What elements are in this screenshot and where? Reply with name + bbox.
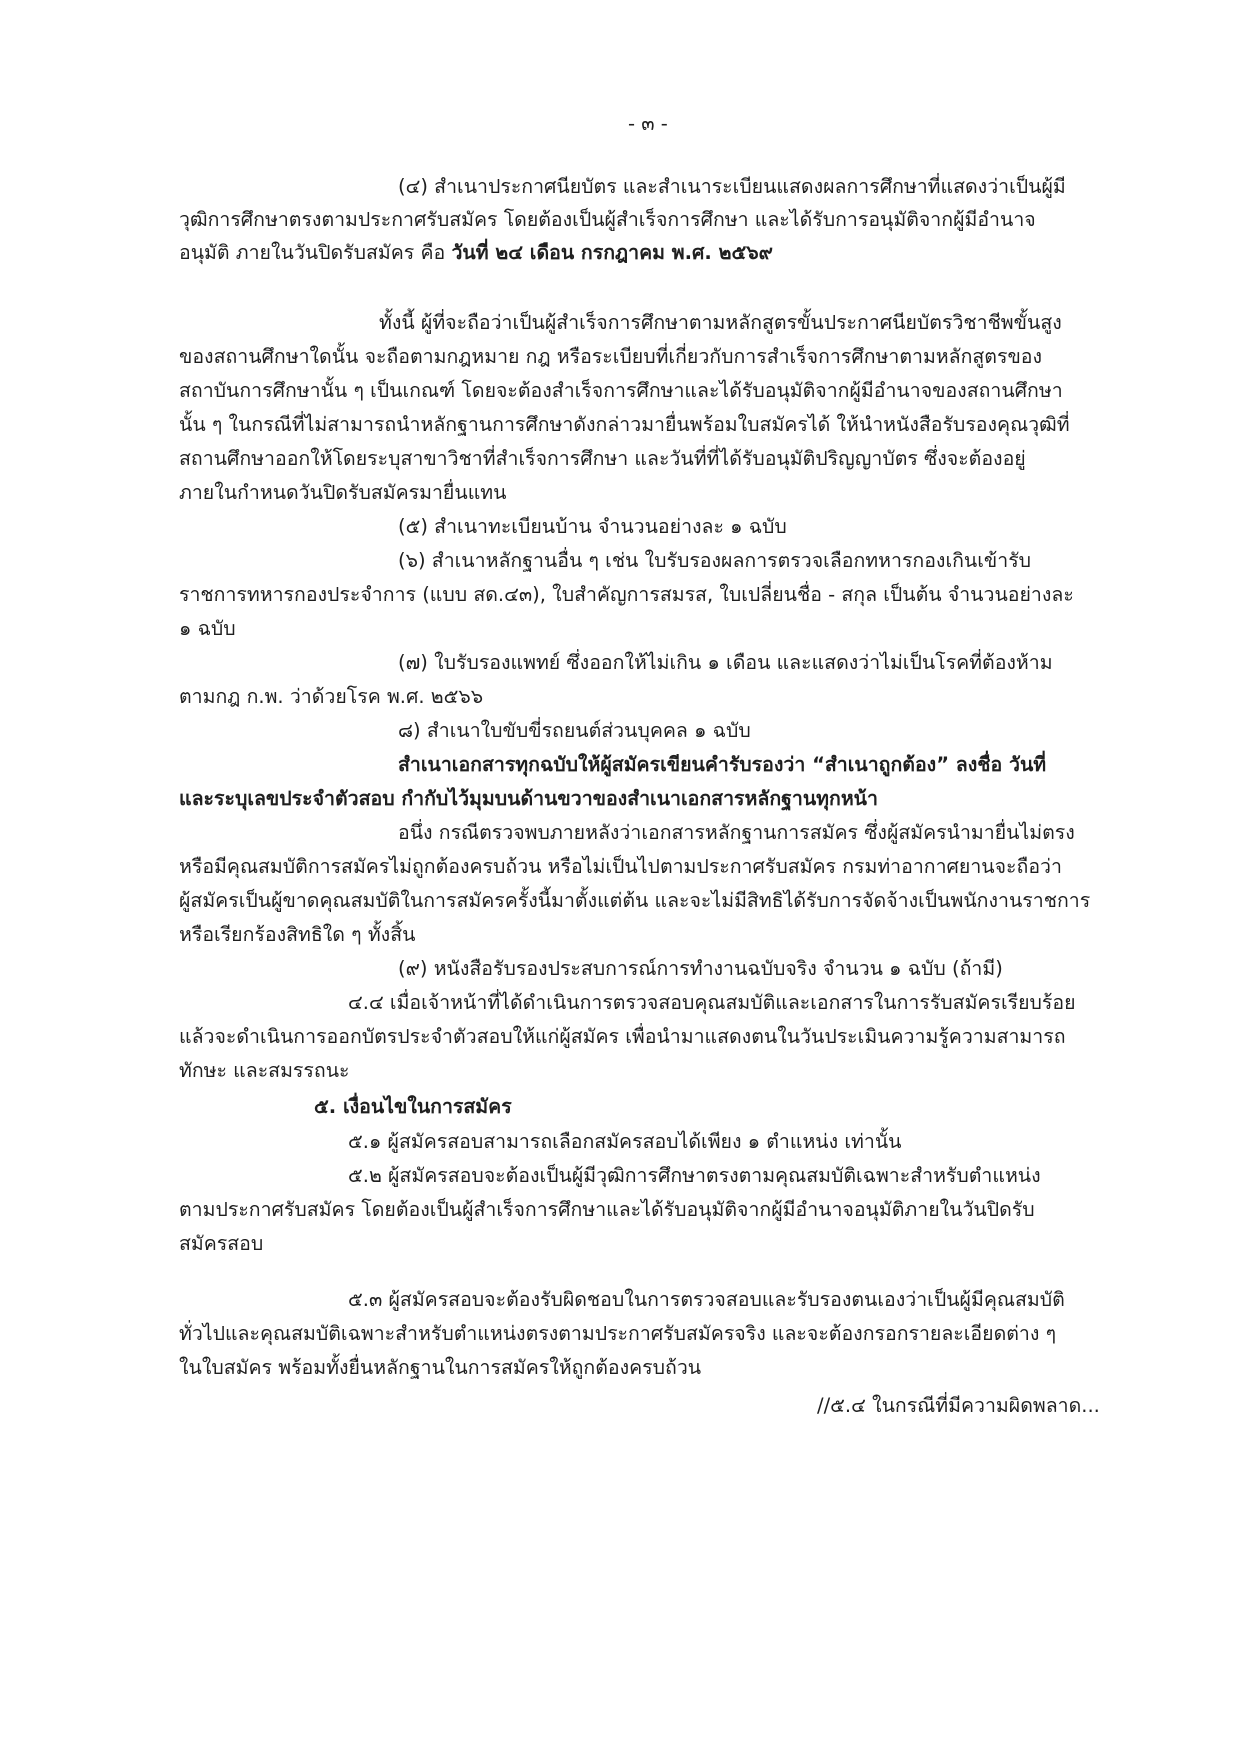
item7-line1: (๗) ใบรับรองแพทย์ ซึ่งออกให้ไม่เกิน ๑ เดือน และแสดงว่าไม่เป็นโรคที่ต้องห้าม	[398, 651, 1053, 674]
s44-line1: ๔.๔ เมื่อเจ้าหน้าที่ได้ดำเนินการตรวจสอบคุณสมบัติและเอกสารในการรับสมัครเรียบร้อย	[348, 991, 1076, 1014]
also-line4: หรือเรียกร้องสิทธิใด ๆ ทั้งสิ้น	[179, 923, 416, 946]
item6-line3: ๑ ฉบับ	[179, 617, 236, 640]
item6-line1: (๖) สำเนาหลักฐานอื่น ๆ เช่น ใบรับรองผลการตรวจเลือกทหารกองเกินเข้ารับ	[398, 549, 1032, 572]
item4-line3	[179, 240, 773, 266]
s53-line2: ทั่วไปและคุณสมบัติเฉพาะสำหรับตำแหน่งตรงตามประกาศรับสมัครจริง และจะต้องกรอกรายละเอียดต่าง ๆ	[179, 1322, 1057, 1345]
page-number: - ๓ -	[628, 112, 668, 135]
s44-line3: ทักษะ และสมรรถนะ	[179, 1059, 350, 1082]
s51-line: ๕.๑ ผู้สมัครสอบสามารถเลือกสมัครสอบได้เพียง ๑ ตำแหน่ง เท่านั้น	[348, 1130, 902, 1153]
application-deadline: วันที่ ๒๔ เดือน กรกฎาคม พ.ศ. ๒๕๖๙	[451, 241, 773, 264]
note-line6: ภายในกำหนดวันปิดรับสมัครมายื่นแทน	[179, 481, 507, 504]
item6-line2: ราชการทหารกองประจำการ (แบบ สด.๔๓), ใบสำคัญการสมรส, ใบเปลี่ยนชื่อ - สกุล เป็นต้น จำนวนอย่างละ	[179, 583, 1074, 606]
s53-line1: ๕.๓ ผู้สมัครสอบจะต้องรับผิดชอบในการตรวจสอบและรับรองตนเองว่าเป็นผู้มีคุณสมบัติ	[348, 1288, 1065, 1311]
also-line2: หรือมีคุณสมบัติการสมัครไม่ถูกต้องครบถ้วน หรือไม่เป็นไปตามประกาศรับสมัคร กรมท่าอากาศยานจะถือว่า	[179, 855, 1062, 878]
item9-line: (๙) หนังสือรับรองประสบการณ์การทำงานฉบับจริง จำนวน ๑ ฉบับ (ถ้ามี)	[398, 957, 1003, 980]
note-line4: นั้น ๆ ในกรณีที่ไม่สามารถนำหลักฐานการศึกษาดังกล่าวมายื่นพร้อมใบสมัครได้ ให้นำหนังสือรับรองคุณวุฒิที่	[179, 413, 1070, 436]
s52-line3: สมัครสอบ	[179, 1232, 264, 1255]
certify-line2: และระบุเลขประจำตัวสอบ กำกับไว้มุมบนด้านขวาของสำเนาเอกสารหลักฐานทุกหน้า	[179, 787, 878, 810]
s44-line2: แล้วจะดำเนินการออกบัตรประจำตัวสอบให้แก่ผู้สมัคร เพื่อนำมาแสดงตนในวันประเมินความรู้ความสามารถ	[179, 1025, 1066, 1048]
section5-heading: ๕. เงื่อนไขในการสมัคร	[314, 1095, 512, 1118]
also-line3: ผู้สมัครเป็นผู้ขาดคุณสมบัติในการสมัครครั้งนี้มาตั้งแต่ต้น และจะไม่มีสิทธิได้รับการจัดจ้างเป็นพนักงานราชการ	[179, 889, 1091, 912]
item7-line2: ตามกฎ ก.พ. ว่าด้วยโรค พ.ศ. ๒๕๖๖	[179, 685, 484, 708]
certify-line1: สำเนาเอกสารทุกฉบับให้ผู้สมัครเขียนคำรับรองว่า “สำเนาถูกต้อง” ลงชื่อ วันที่	[398, 753, 1047, 776]
s52-line1: ๕.๒ ผู้สมัครสอบจะต้องเป็นผู้มีวุฒิการศึกษาตรงตามคุณสมบัติเฉพาะสำหรับตำแหน่ง	[348, 1164, 1041, 1187]
note-line5: สถานศึกษาออกให้โดยระบุสาขาวิชาที่สำเร็จการศึกษา และวันที่ที่ได้รับอนุมัติปริญญาบัตร ซึ่งจะต้องอยู่	[179, 447, 1026, 470]
also-line1: อนึ่ง กรณีตรวจพบภายหลังว่าเอกสารหลักฐานการสมัคร ซึ่งผู้สมัครนำมายื่นไม่ตรง	[398, 821, 1075, 844]
item4-line1: (๔) สำเนาประกาศนียบัตร และสำเนาระเบียนแสดงผลการศึกษาที่แสดงว่าเป็นผู้มี	[398, 175, 1066, 198]
item4-line2: วุฒิการศึกษาตรงตามประกาศรับสมัคร โดยต้องเป็นผู้สำเร็จการศึกษา และได้รับการอนุมัติจากผู้มีอำนาจ	[179, 208, 1036, 231]
item8-line: ๘) สำเนาใบขับขี่รถยนต์ส่วนบุคคล ๑ ฉบับ	[398, 719, 751, 742]
item4-line3-text: อนุมัติ ภายในวันปิดรับสมัคร คือ	[179, 241, 446, 264]
continued-marker: //๕.๔ ในกรณีที่มีความผิดพลาด...	[817, 1394, 1100, 1417]
item5-line: (๕) สำเนาทะเบียนบ้าน จำนวนอย่างละ ๑ ฉบับ	[398, 515, 787, 538]
s52-line2: ตามประกาศรับสมัคร โดยต้องเป็นผู้สำเร็จการศึกษาและได้รับอนุมัติจากผู้มีอำนาจอนุมัติภายในวันปิดรับ	[179, 1198, 1035, 1221]
note-line2: ของสถานศึกษาใดนั้น จะถือตามกฎหมาย กฎ หรือระเบียบที่เกี่ยวกับการสำเร็จการศึกษาตามหลักสูตรของ	[179, 345, 1043, 368]
note-line1: ทั้งนี้ ผู้ที่จะถือว่าเป็นผู้สำเร็จการศึกษาตามหลักสูตรขั้นประกาศนียบัตรวิชาชีพขั้นสูง	[379, 311, 1062, 334]
s53-line3: ในใบสมัคร พร้อมทั้งยื่นหลักฐานในการสมัครให้ถูกต้องครบถ้วน	[179, 1356, 702, 1379]
note-line3: สถาบันการศึกษานั้น ๆ เป็นเกณฑ์ โดยจะต้องสำเร็จการศึกษาและได้รับอนุมัติจากผู้มีอำนาจของสถานศึกษา	[179, 379, 1063, 402]
